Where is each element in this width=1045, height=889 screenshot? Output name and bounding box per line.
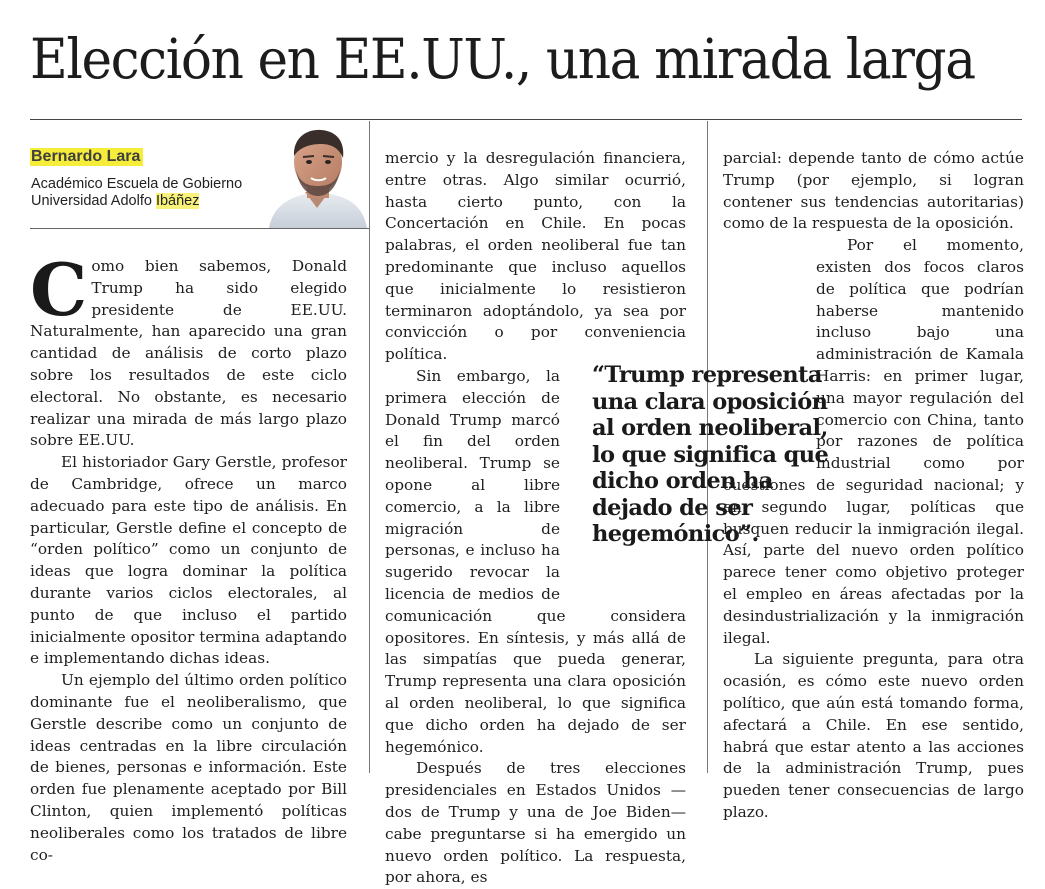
author-photo: [265, 126, 369, 228]
paragraph: mercio y la desregulación financiera, entre otras. Algo similar ocurrió, hasta cierto punto, con la Concertación en Chile. En pocas palabras, el orden neoliberal fue tan predominante que incluso aquellos que inicialmente lo resistieron terminaron adoptándolo, ya sea por convicción o por conveniencia política.: [385, 149, 686, 364]
paragraph: parcial: depende tanto de cómo actúe Trump (por ejemplo, si logran contener sus tendencias autoritarias) como de la respuesta de la oposición.: [723, 149, 1024, 233]
headline: Elección en EE.UU., una mirada larga: [30, 27, 975, 91]
paragraph: [30, 247, 347, 452]
column-divider: [369, 121, 370, 773]
university-name-highlight: Ibáñez: [155, 193, 200, 209]
author-university: [31, 192, 199, 210]
paragraph: La siguiente pregunta, para otra ocasión, es cómo este nuevo orden político, que aún está tomando forma, afectará a Chile. En ese sentido, habrá que estar atento a las acciones de la administración Trump, pues pueden tener consecuencias de largo plazo.: [723, 650, 1024, 821]
paragraph: Un ejemplo del último orden político dominante fue el neoliberalismo, que Gerstle describe como un conjunto de ideas centradas en la libre circulación de bienes, personas e información. Este orden fue plenamente aceptado por Bill Clinton, quien implementó políticas neoliberales como los tratados de libre co-: [30, 671, 347, 864]
university-name: Universidad Adolfo: [31, 193, 156, 209]
byline-rule: [30, 228, 369, 229]
author-name: Bernardo Lara: [30, 148, 143, 166]
paragraph: El historiador Gary Gerstle, profesor de Cambridge, ofrece un marco adecuado para este tipo de análisis. En particular, Gerstle define el concepto de “orden político” como un conjunto de ideas que logra dominar la política durante varios ciclos electorales, al punto de que incluso el partido inicialmente opositor termina adaptando e implementando dichas ideas.: [30, 453, 347, 668]
drop-cap: C: [30, 247, 88, 332]
headline-rule: [30, 119, 1022, 120]
paragraph: Por el momento, existen dos focos claros de política que podrían haberse mantenido incluso bajo una administración de Kamala Harris: en primer lugar, una mayor regulación del comercio con China, tanto por razones de política industrial como por cuestiones de seguridad nacional; y en segundo lugar, políticas que busquen reducir la inmigración ilegal. Así, parte del nuevo orden político parece tener como objetivo proteger el empleo en áreas afectadas por la desindustrialización y la inmigración ilegal.: [723, 236, 1024, 647]
paragraph: Sin embargo, la primera elección de Donald Trump marcó el fin del orden neoliberal. Trump se opone al libre comercio, a la libre migración de personas, e incluso ha sugerido revocar la licencia de medios de comunicación que considera opositores. En síntesis, y más allá de las simpatías que pueda generar, Trump representa una clara oposición al orden neoliberal, lo que significa que dicho orden ha dejado de ser hegemónico.: [385, 366, 686, 756]
author-affiliation: Académico Escuela de Gobierno: [31, 176, 243, 192]
paragraph-text: omo bien sabemos, Donald Trump ha sido elegido presidente de EE.UU. Naturalmente, han aparecido una gran cantidad de análisis de corto plazo sobre los resultados de este ciclo electoral. No obstante, es necesario realizar una mirada de más largo plazo sobre EE.UU.: [30, 257, 347, 450]
paragraph: Después de tres elecciones presidenciales en Estados Unidos —dos de Trump y una de Joe Biden— cabe preguntarse si ha emergido un nuevo orden político. La respuesta, por ahora, es: [385, 759, 686, 887]
article-column-1: [30, 247, 347, 866]
pull-quote: “Trump representa una clara oposición al orden neoliberal, lo que significa que dicho orden ha dejado de ser hegemónico”.: [592, 362, 829, 547]
